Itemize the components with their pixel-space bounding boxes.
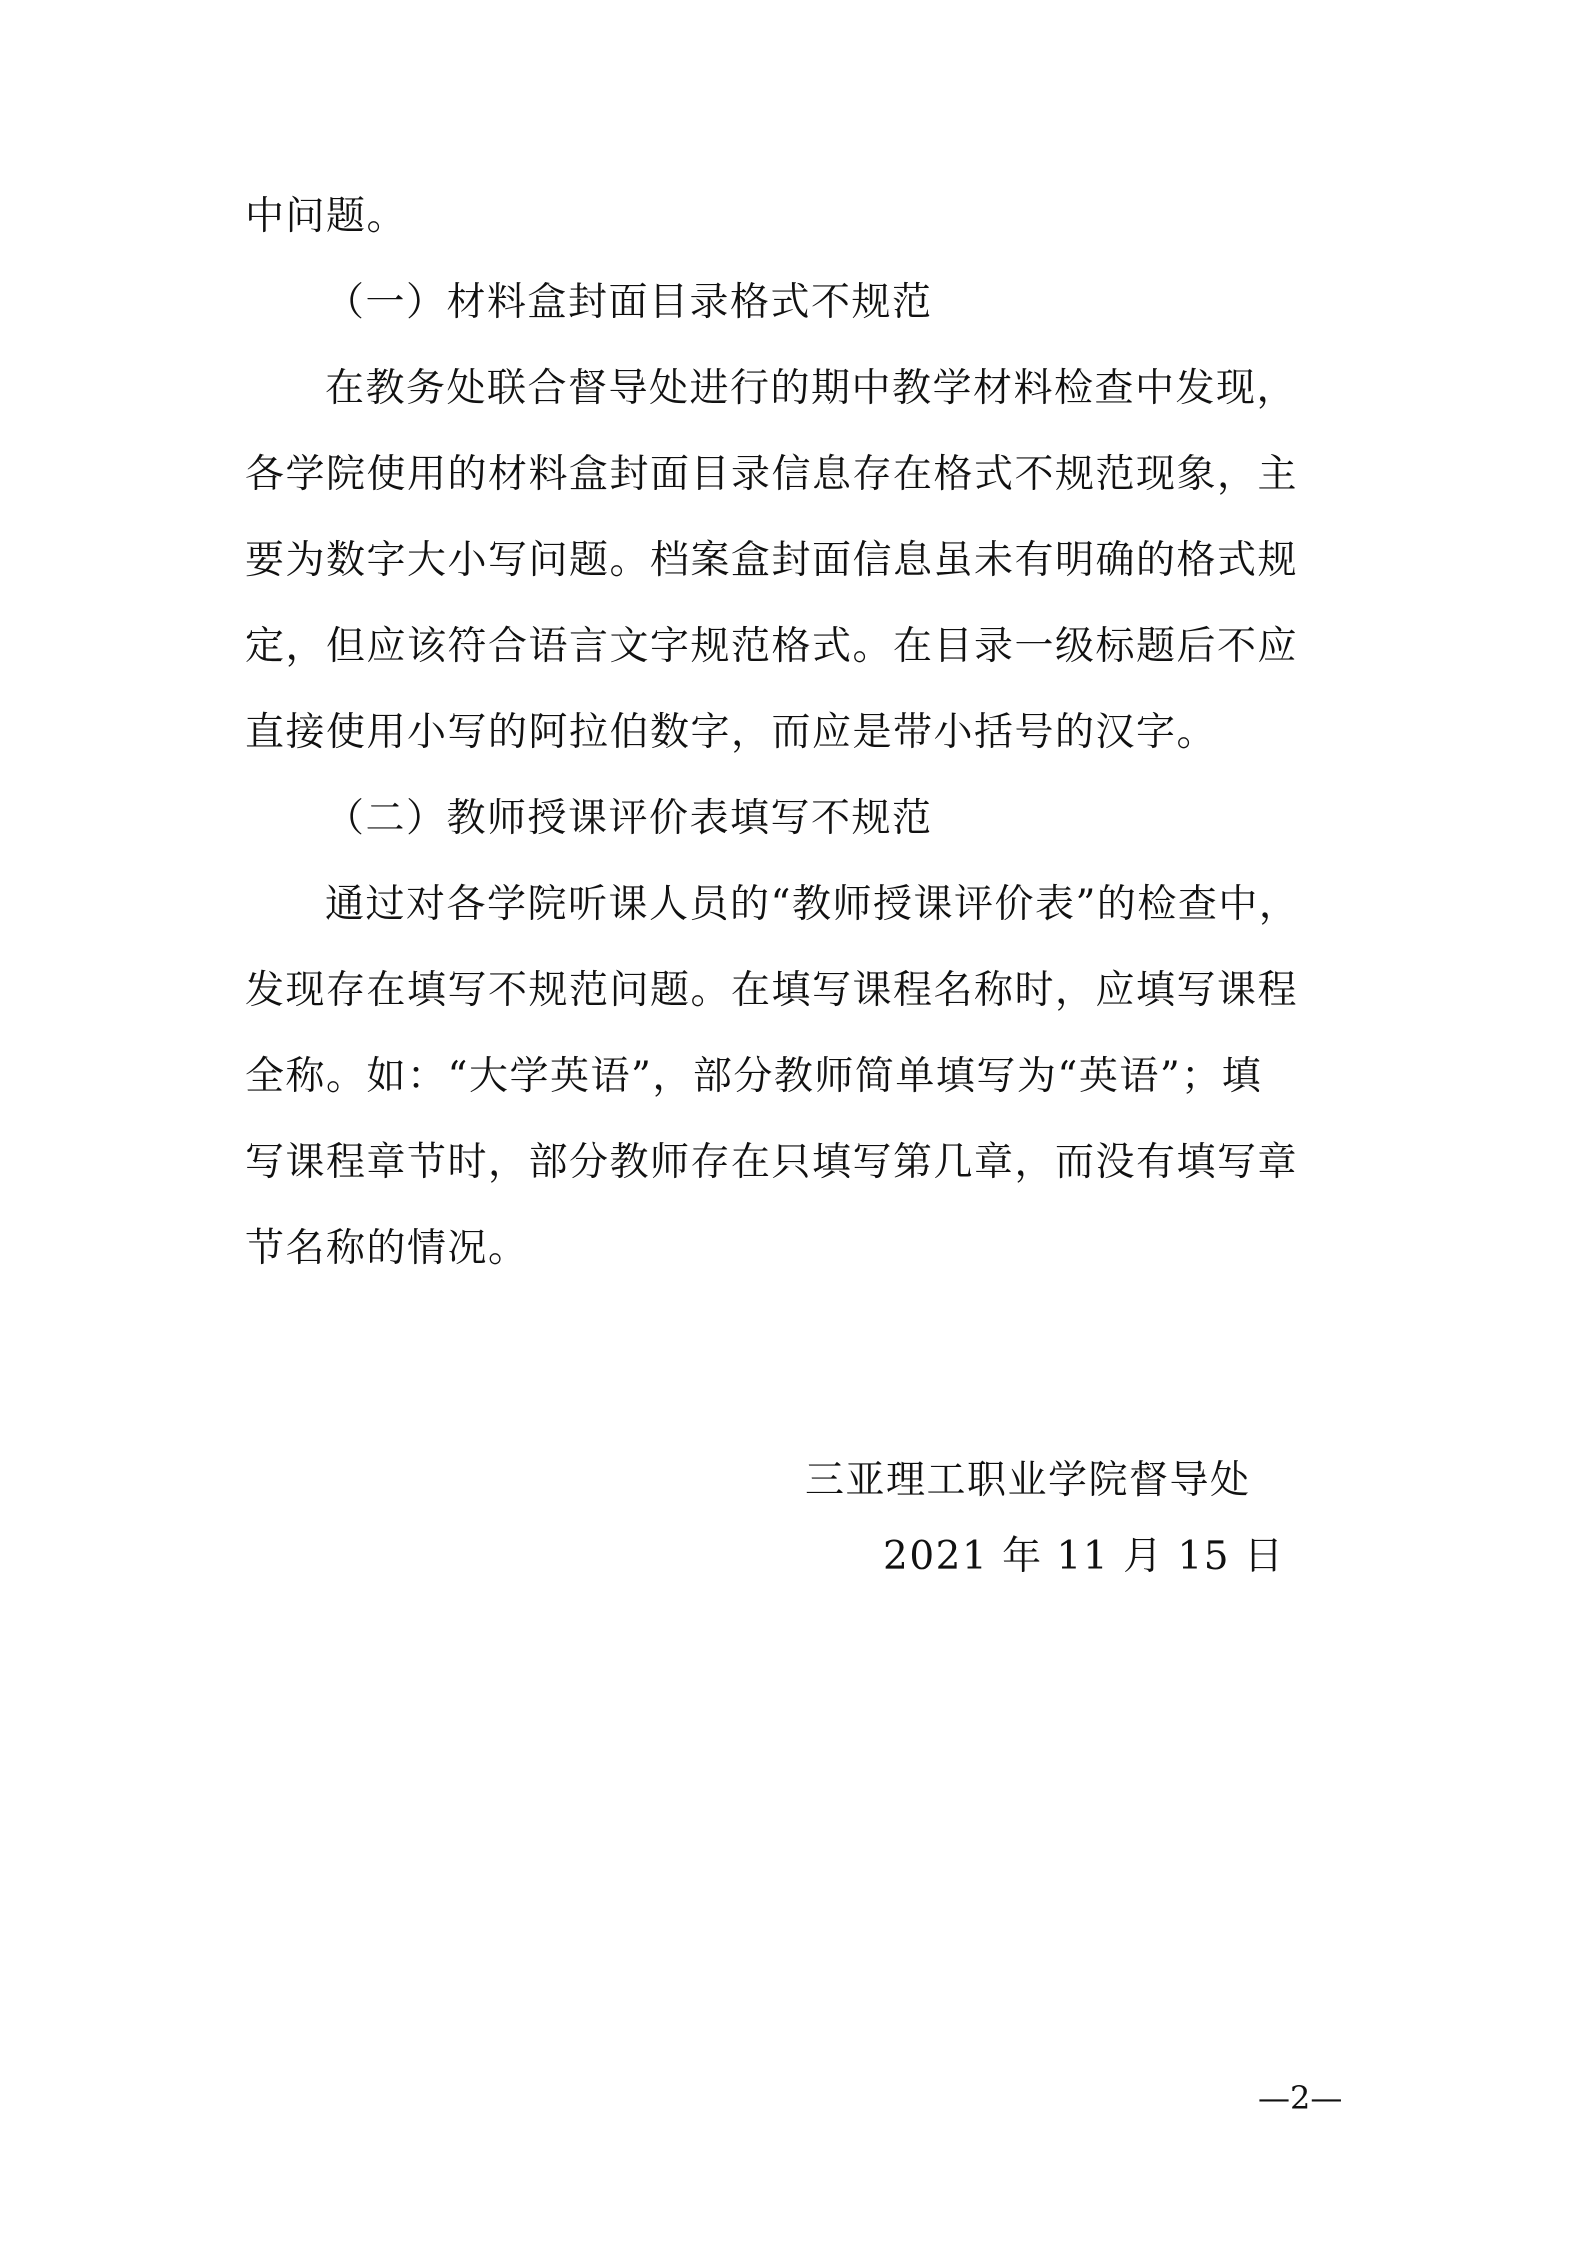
paragraph-1-line-5: 直接使用小写的阿拉伯数字，而应是带小括号的汉字。	[245, 710, 1218, 755]
paragraph-2-line-2: 发现存在填写不规范问题。在填写课程名称时，应填写课程	[245, 968, 1299, 1013]
paragraph-2-line-5: 节名称的情况。	[245, 1226, 529, 1271]
paragraph-1-line-4: 定，但应该符合语言文字规范格式。在目录一级标题后不应	[245, 624, 1299, 669]
paragraph-2-line-1: 通过对各学院听课人员的“教师授课评价表”的检查中，	[325, 882, 1300, 927]
paragraph-1-line-2: 各学院使用的材料盒封面目录信息存在格式不规范现象，主	[245, 452, 1299, 497]
page-number: —2—	[1258, 2079, 1343, 2117]
signature-organization: 三亚理工职业学院督导处	[805, 1458, 1251, 1503]
section-heading-2: （二）教师授课评价表填写不规范	[325, 796, 933, 841]
paragraph-2-line-4: 写课程章节时，部分教师存在只填写第几章，而没有填写章	[245, 1140, 1299, 1185]
paragraph-2-line-3: 全称。如：“大学英语”，部分教师简单填写为“英语”；填	[245, 1054, 1263, 1099]
signature-date: 2021 年 11 月 15 日	[883, 1534, 1285, 1579]
paragraph-1-line-1: 在教务处联合督导处进行的期中教学材料检查中发现，	[325, 366, 1298, 411]
section-heading-1: （一）材料盒封面目录格式不规范	[325, 280, 933, 325]
paragraph-1-line-3: 要为数字大小写问题。档案盒封面信息虽未有明确的格式规	[245, 538, 1299, 583]
body-line-continuation: 中问题。	[245, 194, 408, 239]
